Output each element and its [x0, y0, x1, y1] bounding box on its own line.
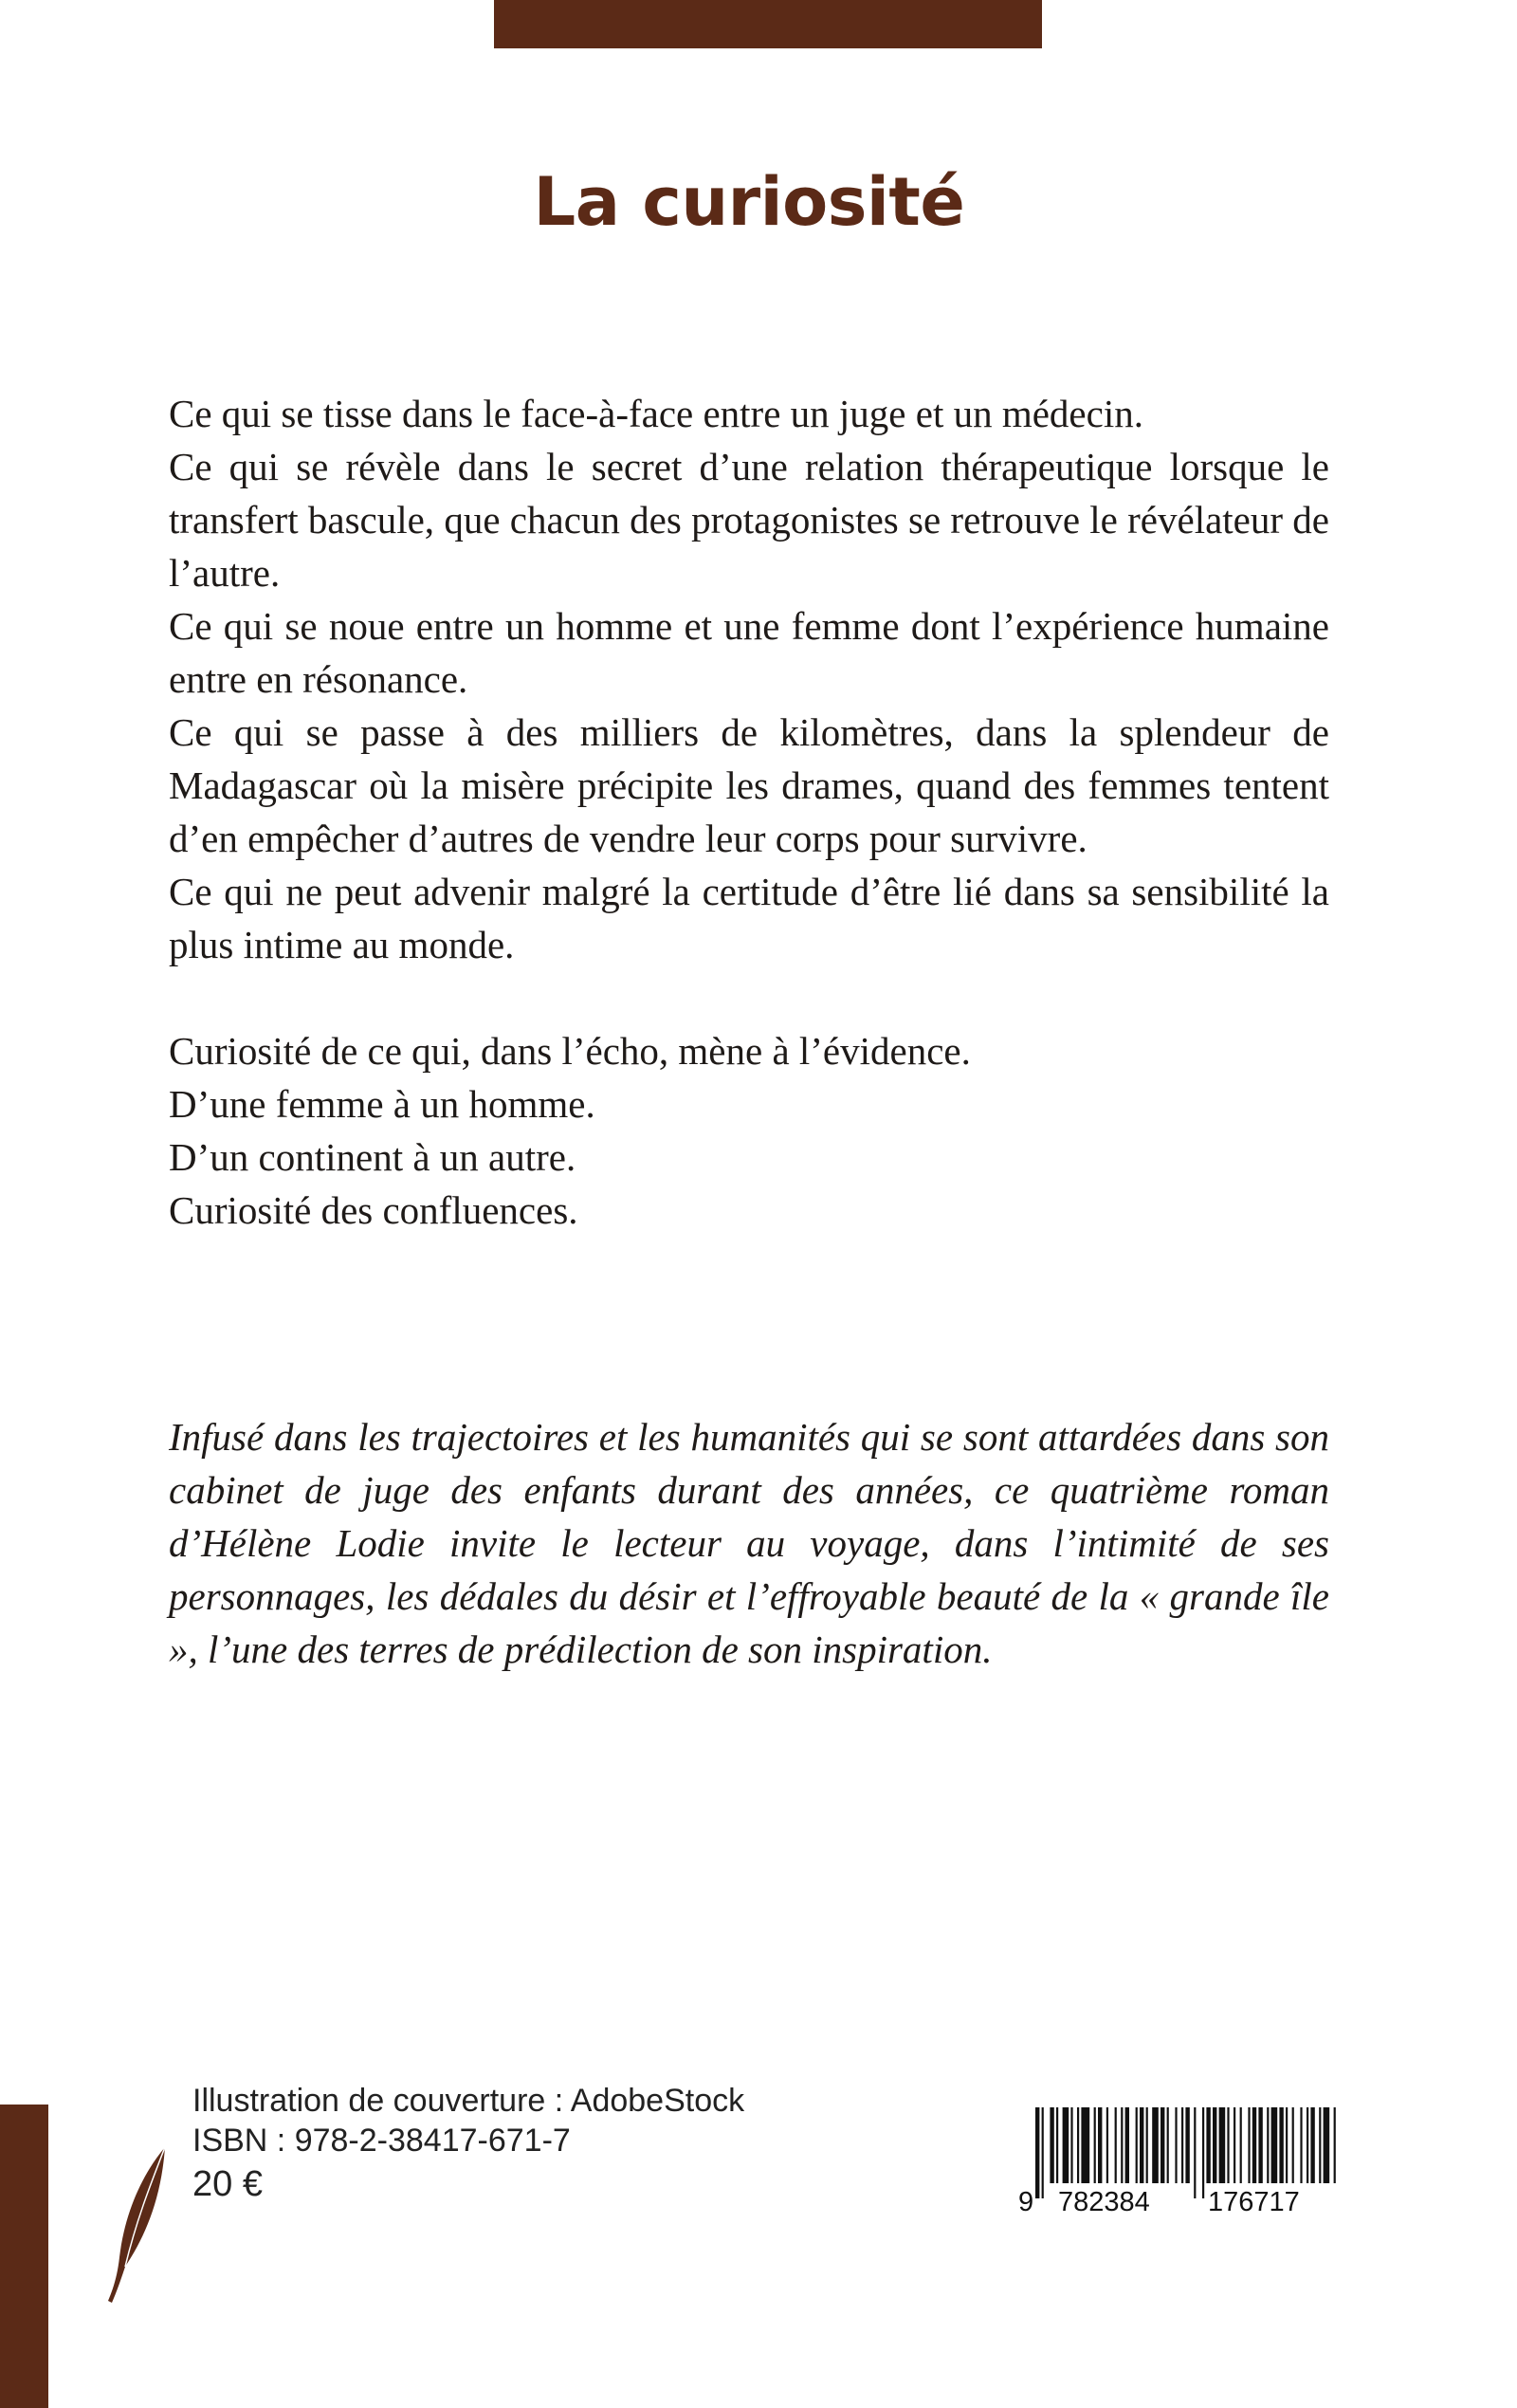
barcode-bar — [1181, 2107, 1183, 2183]
feather-icon — [106, 2143, 173, 2305]
synopsis-paragraph: Ce qui se noue entre un homme et une femme dont l’expérience humaine entre en résonance. — [169, 604, 1329, 701]
barcode-bar — [1146, 2107, 1148, 2183]
barcode-bar — [1279, 2107, 1283, 2183]
barcode-bar — [1324, 2107, 1330, 2183]
barcode-bar — [1240, 2107, 1242, 2183]
barcode-bar — [1106, 2107, 1108, 2183]
barcode-bar — [1234, 2107, 1235, 2183]
illustration-credit: Illustration de couverture : AdobeStock — [192, 2083, 745, 2119]
barcode-bar — [1035, 2107, 1039, 2198]
synopsis-paragraph: Ce qui ne peut advenir malgré la certitude d’être lié dans sa sensibilité la plus intime au monde. — [169, 870, 1329, 966]
barcode-bar — [1227, 2107, 1229, 2183]
barcode-bar — [1286, 2107, 1288, 2183]
barcode-bar — [1115, 2107, 1117, 2183]
barcode-bar — [1310, 2107, 1314, 2183]
top-color-band — [494, 0, 1042, 48]
barcode-bar — [1258, 2107, 1262, 2183]
barcode-bar — [1121, 2107, 1123, 2183]
coda-line: Curiosité de ce qui, dans l’écho, mène à l’évidence. — [169, 1029, 971, 1073]
barcode-digits-right: 176717 — [1208, 2187, 1300, 2217]
barcode-bar — [1175, 2107, 1177, 2183]
barcode-bar — [1136, 2107, 1138, 2183]
barcode-digit-first: 9 — [1018, 2187, 1034, 2217]
barcode-bar — [1140, 2107, 1143, 2183]
barcode-bar — [1307, 2107, 1308, 2183]
synopsis — [169, 387, 1329, 1237]
barcode-bar — [1081, 2107, 1089, 2183]
barcode-bar — [1292, 2107, 1294, 2183]
publisher-credits — [192, 2081, 744, 2204]
coda-line: D’un continent à un autre. — [169, 1135, 576, 1179]
barcode-bar — [1050, 2107, 1053, 2183]
barcode-bar — [1063, 2107, 1069, 2183]
barcode-bar — [1094, 2107, 1096, 2183]
barcode-bar — [1206, 2107, 1210, 2183]
barcode-bar — [1042, 2107, 1044, 2198]
barcode-bar — [1194, 2107, 1196, 2198]
coda-line: Curiosité des confluences. — [169, 1188, 578, 1232]
barcode-bar — [1300, 2107, 1302, 2183]
coda-line: D’une femme à un homme. — [169, 1082, 595, 1126]
synopsis-paragraph: Ce qui se tisse dans le face-à-face entre un juge et un médecin. — [169, 392, 1143, 435]
barcode-bar — [1213, 2107, 1216, 2183]
barcode-bar — [1098, 2107, 1102, 2183]
barcode-bar — [1252, 2107, 1256, 2183]
paragraph-spacer — [169, 971, 1329, 1024]
barcode-bar — [1167, 2107, 1169, 2183]
barcode-bar — [1219, 2107, 1226, 2183]
synopsis-paragraph: Ce qui se révèle dans le secret d’une relation thérapeutique lorsque le transfert bascule, que chacun des protagonistes se retrouve le révélateur de l’autre. — [169, 445, 1329, 595]
barcode-bar — [1125, 2107, 1129, 2183]
barcode-bar — [1185, 2107, 1189, 2183]
barcode-bar — [1152, 2107, 1159, 2183]
barcode-bar — [1202, 2107, 1204, 2198]
barcode-bar — [1334, 2107, 1336, 2183]
synopsis-paragraph: Ce qui se passe à des milliers de kilomètres, dans la splendeur de Madagascar où la misère précipite les drames, quand des femmes tentent d’en empêcher d’autres de vendre leur corps pour survivre. — [169, 710, 1329, 860]
barcode-bar — [1161, 2107, 1164, 2183]
author-blurb: Infusé dans les trajectoires et les humanités qui se sont attardées dans son cabinet de juge des enfants durant des années, ce quatrième roman d’Hélène Lodie invite le lecteur au voyage, dans l’intimité de ses personnages, les dédales du désir et l’effroyable beauté de la « grande île », l’une des terres de prédilection de son inspiration. — [169, 1415, 1329, 1671]
barcode-bar — [1271, 2107, 1278, 2183]
barcode-bar — [1267, 2107, 1269, 2183]
side-color-band — [0, 2105, 48, 2408]
price: 20 € — [192, 2164, 263, 2204]
barcode-bar — [1056, 2107, 1058, 2183]
book-title: La curiosité — [533, 163, 965, 241]
isbn-text: ISBN : 978-2-38417-671-7 — [192, 2123, 571, 2159]
barcode-bar — [1319, 2107, 1321, 2183]
barcode-digits-left: 782384 — [1058, 2187, 1150, 2217]
barcode-bar — [1070, 2107, 1072, 2183]
barcode-bar — [1077, 2107, 1079, 2183]
barcode-bar — [1248, 2107, 1250, 2183]
